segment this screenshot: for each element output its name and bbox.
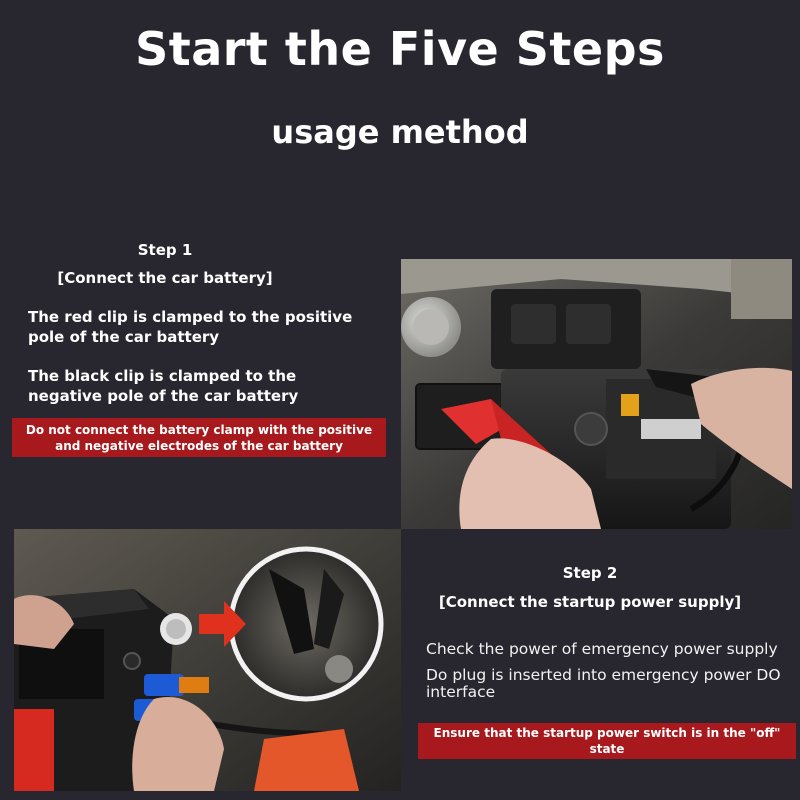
step2-photo — [14, 529, 401, 791]
step1-instruction-1: The red clip is clamped to the positive pole of the car battery — [28, 308, 353, 346]
step2-subheading: [Connect the startup power supply] — [438, 593, 742, 611]
step1-photo — [401, 259, 792, 529]
step2-instruction-1: Check the power of emergency power supply — [426, 640, 778, 658]
step2-heading: Step 2 — [562, 564, 618, 582]
step1-heading: Step 1 — [137, 241, 193, 259]
page-subtitle: usage method — [271, 113, 529, 151]
step1-warning-text: Do not connect the battery clamp with the positive and negative electrodes of the car battery — [25, 422, 373, 453]
step1-warning-banner — [12, 418, 386, 457]
step1-subheading: [Connect the car battery] — [57, 269, 273, 287]
step2-warning-banner — [418, 723, 796, 759]
page-title: Start the Five Steps — [135, 22, 665, 76]
step2-instruction-2: Do plug is inserted into emergency power DO interface — [426, 666, 781, 701]
step1-instruction-2: The black clip is clamped to the negative pole of the car battery — [28, 367, 299, 405]
step2-warning-text: Ensure that the startup power switch is in the "off" state — [433, 726, 781, 756]
